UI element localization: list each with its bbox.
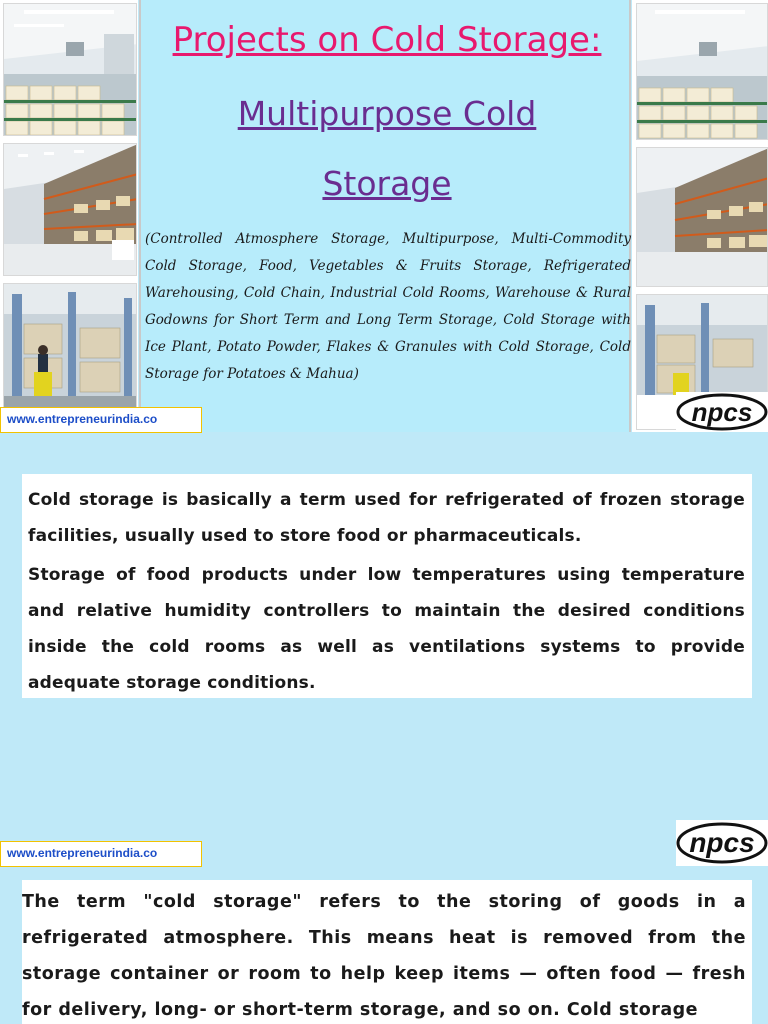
page-title: Projects on Cold Storage:	[172, 20, 602, 60]
subtitle-line-1: Multipurpose Cold	[237, 94, 537, 133]
title-panel	[139, 0, 631, 432]
cold-room-icon	[4, 4, 137, 136]
cold-storage-term-textbox	[22, 880, 752, 1024]
npcs-logo-text: npcs	[691, 396, 753, 427]
cold-room-icon	[637, 4, 768, 140]
cold-room-photo	[3, 3, 137, 136]
warehouse-racks-photo-right	[636, 147, 768, 287]
forklift-pallets-icon	[4, 284, 137, 409]
cold-room-photo-right	[636, 3, 768, 140]
warehouse-racks-icon	[4, 144, 137, 276]
project-description: (Controlled Atmosphere Storage, Multipurpose, Multi-Commodity Cold Storage, Food, Vegetables & Fruits Storage, Refrigerated Warehousing, Cold Chain, Industrial Cold Rooms, Warehouse & Rural Godowns for Short Term and Long Term Storage, Cold Storage with Ice Plant, Potato Powder, Flakes & Granules with Cold Storage, Cold Storage for Potatoes & Mahua)	[145, 231, 631, 382]
definition-paragraph-2: Storage of food products under low temperatures using temperature and relative humidity controllers to maintain the desired conditions inside the cold rooms as well as ventilations systems to provide adequate storage conditions.	[28, 565, 745, 693]
forklift-photo	[3, 283, 137, 409]
definition-textbox	[22, 474, 752, 698]
npcs-logo-text-2: npcs	[689, 827, 755, 858]
website-link-2[interactable]: www.entrepreneurindia.co	[0, 841, 202, 867]
right-photo-column	[632, 0, 768, 432]
term-paragraph: The term "cold storage" refers to the storing of goods in a refrigerated atmosphere. This means heat is removed from the storage container or room to help keep items — often food — fresh for delivery, long- or short-term storage, and so on. Cold storage	[22, 892, 746, 1020]
warehouse-racks-photo	[3, 143, 137, 276]
npcs-logo[interactable]	[676, 392, 768, 432]
title-slide	[0, 0, 768, 432]
website-link[interactable]: www.entrepreneurindia.co	[0, 407, 202, 433]
left-photo-column	[0, 0, 138, 432]
definition-paragraph-1: Cold storage is basically a term used for refrigerated of frozen storage facilities, usually used to store food or pharmaceuticals.	[28, 490, 745, 546]
subtitle-line-2: Storage	[322, 164, 452, 203]
npcs-logo-2[interactable]	[676, 820, 768, 866]
warehouse-racks-icon	[637, 148, 768, 287]
